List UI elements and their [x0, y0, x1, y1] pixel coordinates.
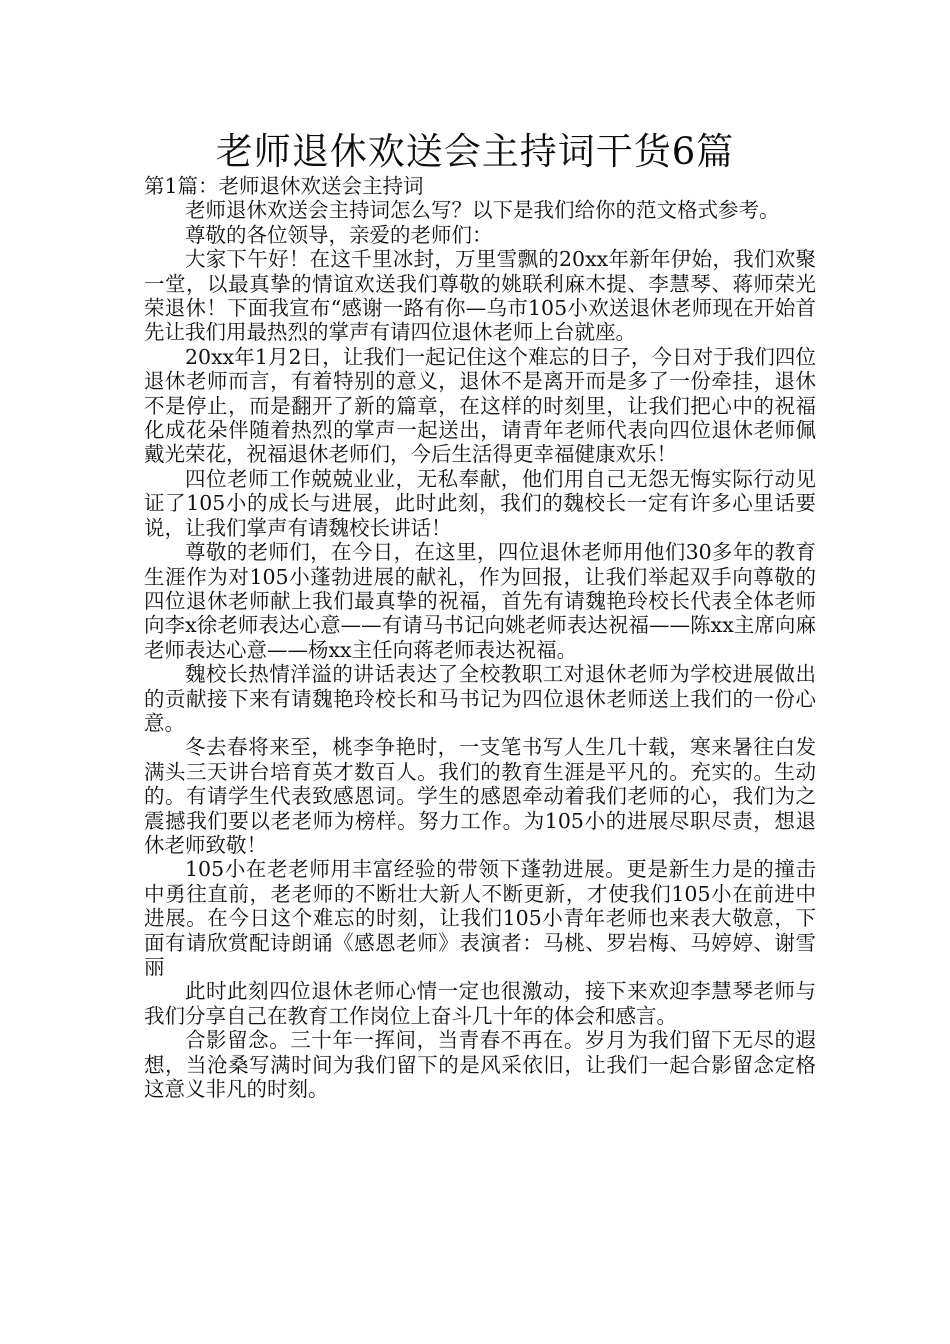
document-title: 老师退休欢送会主持词干货6篇	[215, 130, 735, 173]
section-heading: 第1篇：老师退休欢送会主持词	[144, 174, 424, 198]
paragraph-gift: 魏校长热情洋溢的讲话表达了全校教职工对退休老师为学校进展做出的贡献接下来有请魏艳玲校长和马书记为四位退休老师送上我们的一份心意。	[144, 662, 816, 735]
paragraph-salutation: 尊敬的各位领导，亲爱的老师们：	[185, 222, 493, 247]
paragraph-poem: 105小在老老师用丰富经验的带领下蓬勃进展。更是新生力是的撞击中勇往直前，老老师的不断壮大新人不断更新，才使我们105小在前进中进展。在今日这个难忘的时刻，让我们105小青年老师也来表大敬意，下面有请欣赏配诗朗诵《感恩老师》表演者：马桃、罗岩梅、马婷婷、谢雪丽	[144, 857, 816, 979]
paragraph-speech: 此时此刻四位退休老师心情一定也很激动，接下来欢迎李慧琴老师与我们分享自己在教育工作岗位上奋斗几十年的体会和感言。	[144, 979, 816, 1028]
paragraph-opening: 大家下午好！在这千里冰封，万里雪飘的20xx年新年伊始，我们欢聚一堂，以最真挚的情谊欢送我们尊敬的姚联利麻木提、李慧琴、蒋师荣光荣退休！下面我宣布“感谢一路有你—乌市105小欢送退休老师现在开始首先让我们用最热烈的掌声有请四位退休老师上台就座。	[144, 247, 816, 345]
paragraph-photo: 合影留念。三十年一挥间，当青春不再在。岁月为我们留下无尽的遐想，当沧桑写满时间为我们留下的是风采依旧，让我们一起合影留念定格这意义非凡的时刻。	[144, 1028, 816, 1102]
paragraph-student: 冬去春将来至，桃李争艳时，一支笔书写人生几十载，寒来暑往白发满头三天讲台培育英才数百人。我们的教育生涯是平凡的。充实的。生动的。有请学生代表致感恩词。学生的感恩牵动着我们老师的心，我们为之震撼我们要以老老师为榜样。努力工作。为105小的进展尽职尽责，想退休老师致敬！	[144, 735, 816, 857]
paragraph-date: 20xx年1月2日，让我们一起记住这个难忘的日子，今日对于我们四位退休老师而言，有着特别的意义，退休不是离开而是多了一份牵挂，退休不是停止，而是翻开了新的篇章，在这样的时刻里，让我们把心中的祝福化成花朵伴随着热烈的掌声一起送出，请青年老师代表向四位退休老师佩戴光荣花，祝福退休老师们，今后生活得更幸福健康欢乐！	[144, 344, 816, 467]
paragraph-intro: 老师退休欢送会主持词怎么写？以下是我们给你的范文格式参考。	[185, 198, 780, 223]
paragraph-principal: 四位老师工作兢兢业业，无私奉献，他们用自己无怨无悔实际行动见证了105小的成长与进展，此时此刻，我们的魏校长一定有许多心里话要说，让我们掌声有请魏校长讲话！	[144, 466, 816, 540]
paragraph-blessing: 尊敬的老师们，在今日，在这里，四位退休老师用他们30多年的教育生涯作为对105小蓬勃进展的献礼，作为回报，让我们举起双手向尊敬的四位退休老师献上我们最真挚的祝福，首先有请魏艳玲校长代表全体老师向李x徐老师表达心意——有请马书记向姚老师表达祝福——陈xx主席向麻老师表达心意——杨xx主任向蒋老师表达祝福。	[144, 540, 816, 662]
document-body	[144, 174, 816, 1101]
